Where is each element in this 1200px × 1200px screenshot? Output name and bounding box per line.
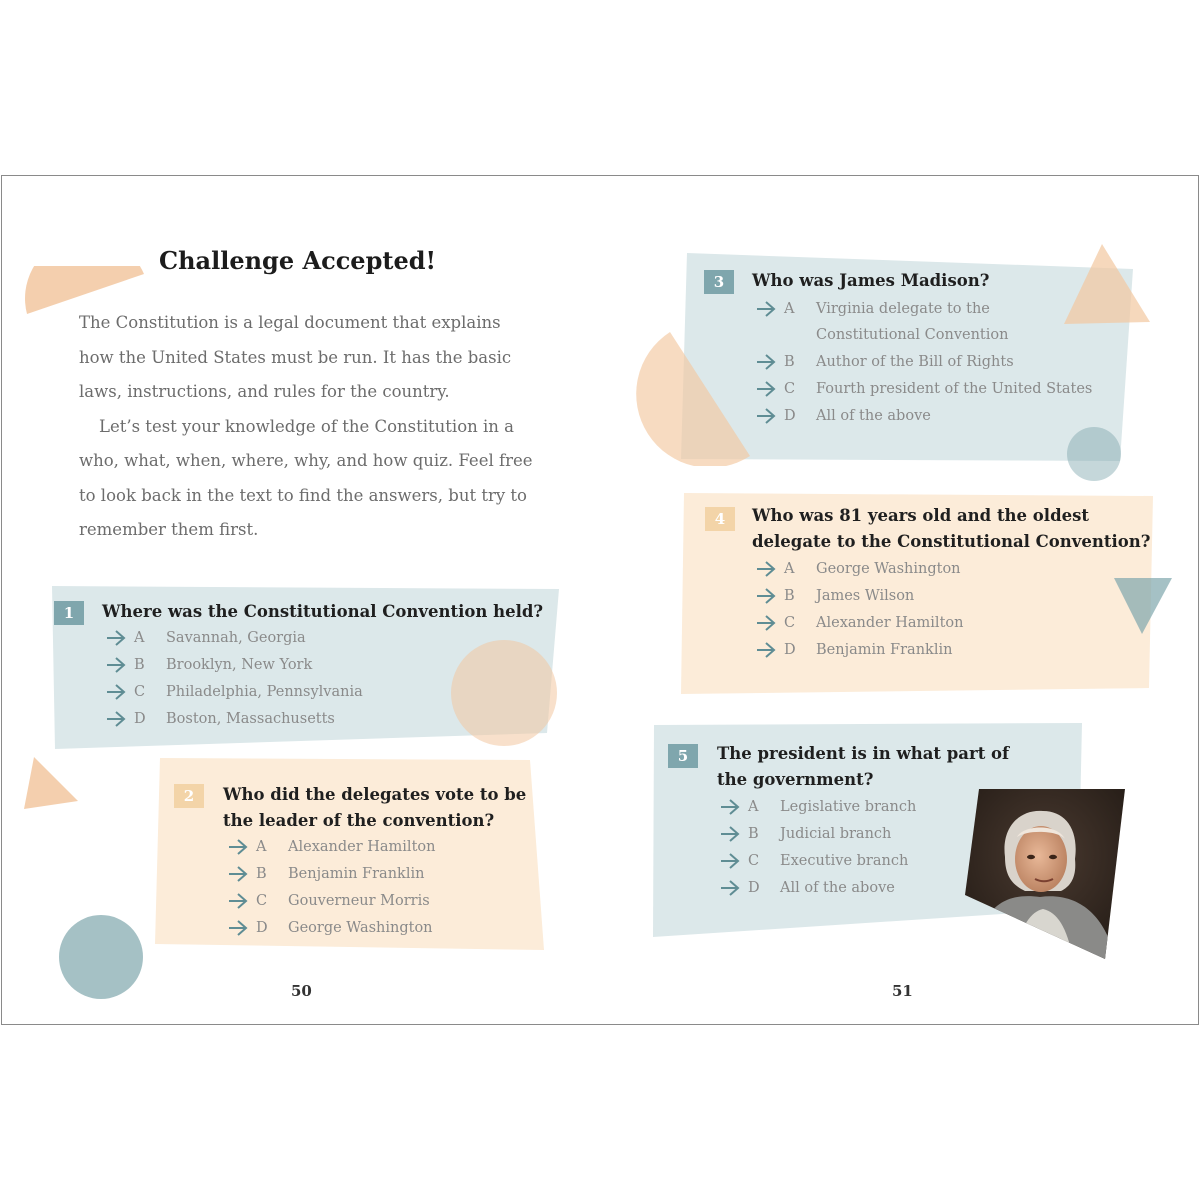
arrow-right-icon xyxy=(756,407,776,425)
arrow-right-icon xyxy=(756,300,776,318)
question-1-text: Where was the Constitutional Convention held? xyxy=(102,602,544,621)
question-4-option-b[interactable]: B James Wilson xyxy=(756,586,963,613)
page-title: Challenge Accepted! xyxy=(159,246,437,275)
arrow-right-icon xyxy=(720,798,740,816)
question-3-options xyxy=(756,299,1092,433)
question-4-number: 4 xyxy=(705,507,735,531)
question-2-option-a[interactable]: A Alexander Hamilton xyxy=(228,837,435,864)
question-1-option-b[interactable]: B Brooklyn, New York xyxy=(106,655,363,682)
question-2-number: 2 xyxy=(174,784,204,808)
arrow-right-icon xyxy=(756,614,776,632)
question-5-text: The president is in what part of the government? xyxy=(717,744,1010,789)
intro-paragraph-1: The Constitution is a legal document that explains how the United States must be run. It has the basic laws, instructions, and rules for the country. xyxy=(79,313,512,401)
question-3-option-b[interactable]: B Author of the Bill of Rights xyxy=(756,352,1092,379)
arrow-right-icon xyxy=(228,838,248,856)
arrow-right-icon xyxy=(720,825,740,843)
arrow-right-icon xyxy=(756,587,776,605)
question-2-option-b[interactable]: B Benjamin Franklin xyxy=(228,864,435,891)
peach-triangle-left xyxy=(22,751,82,811)
arrow-right-icon xyxy=(106,656,126,674)
blue-circle-bottom-left xyxy=(57,913,147,1003)
arrow-right-icon xyxy=(756,560,776,578)
question-4-option-a[interactable]: A George Washington xyxy=(756,559,963,586)
question-5-option-b[interactable]: B Judicial branch xyxy=(720,824,916,851)
question-2-option-d[interactable]: D George Washington xyxy=(228,918,435,945)
question-4-options xyxy=(756,559,963,667)
intro-text xyxy=(79,306,539,548)
question-5-option-c[interactable]: C Executive branch xyxy=(720,851,916,878)
question-2-option-c[interactable]: C Gouverneur Morris xyxy=(228,891,435,918)
question-4-option-d[interactable]: D Benjamin Franklin xyxy=(756,640,963,667)
page-number-right: 51 xyxy=(892,982,913,1000)
arrow-right-icon xyxy=(720,879,740,897)
question-4-text: Who was 81 years old and the oldest delegate to the Constitutional Convention? xyxy=(752,506,1151,551)
arrow-right-icon xyxy=(756,380,776,398)
book-spread xyxy=(1,175,1199,1025)
question-1-option-d[interactable]: D Boston, Massachusetts xyxy=(106,709,363,736)
question-5-option-a[interactable]: A Legislative branch xyxy=(720,797,916,824)
page-number-left: 50 xyxy=(291,982,312,1000)
question-4-option-c[interactable]: C Alexander Hamilton xyxy=(756,613,963,640)
question-3-option-c[interactable]: C Fourth president of the United States xyxy=(756,379,1092,406)
arrow-right-icon xyxy=(720,852,740,870)
question-5-options xyxy=(720,797,916,905)
question-5-option-d[interactable]: D All of the above xyxy=(720,878,916,905)
arrow-right-icon xyxy=(106,629,126,647)
arrow-right-icon xyxy=(228,892,248,910)
arrow-right-icon xyxy=(756,353,776,371)
question-5-number: 5 xyxy=(668,744,698,768)
intro-paragraph-2: Let’s test your knowledge of the Constitution in a who, what, when, where, why, and how quiz. Feel free to look back in the text to find the answers, but try to remember them first. xyxy=(79,416,533,539)
question-1-option-a[interactable]: A Savannah, Georgia xyxy=(106,628,363,655)
question-3-option-a[interactable]: A Virginia delegate to the Constitutional Convention xyxy=(756,299,1092,352)
arrow-right-icon xyxy=(106,683,126,701)
question-3-option-d[interactable]: D All of the above xyxy=(756,406,1092,433)
question-2-text: Who did the delegates vote to be the leader of the convention? xyxy=(223,785,527,830)
arrow-right-icon xyxy=(228,865,248,883)
arrow-right-icon xyxy=(106,710,126,728)
question-3-text: Who was James Madison? xyxy=(752,271,990,290)
question-2-options xyxy=(228,837,435,945)
arrow-right-icon xyxy=(756,641,776,659)
question-1-option-c[interactable]: C Philadelphia, Pennsylvania xyxy=(106,682,363,709)
benjamin-franklin-portrait xyxy=(965,787,1125,959)
arrow-right-icon xyxy=(228,919,248,937)
question-1-options xyxy=(106,628,363,736)
question-3-number: 3 xyxy=(704,270,734,294)
question-1-number: 1 xyxy=(54,601,84,625)
